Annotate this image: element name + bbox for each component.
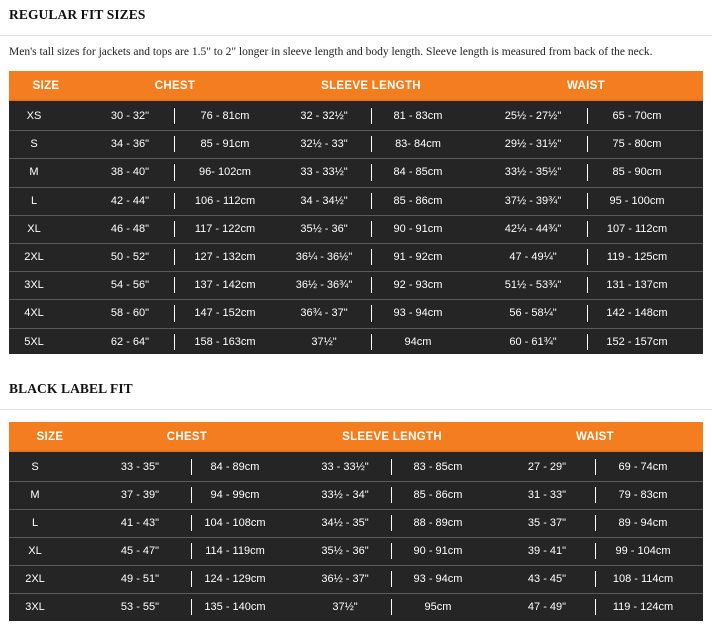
- table-cell: 85 - 86cm: [393, 194, 443, 207]
- table-row: [9, 593, 703, 621]
- table-cell: 42 - 44": [110, 194, 150, 207]
- unit-divider: [595, 599, 596, 615]
- table-cell: 39 - 41": [527, 545, 567, 557]
- table-cell: 127 - 132cm: [194, 251, 256, 263]
- table-cell: 137 - 142cm: [194, 279, 256, 292]
- unit-divider: [174, 221, 175, 237]
- table-cell: 89 - 94cm: [618, 517, 668, 529]
- table-cell: 47 - 49": [527, 601, 567, 613]
- table-row: [9, 130, 703, 158]
- table-cell: 35½ - 36": [321, 545, 369, 557]
- unit-divider: [391, 459, 392, 475]
- table-row: [9, 215, 703, 243]
- regular-note: Men's tall sizes for jackets and tops are 1.5" to 2" longer in sleeve length and body length. Sleeve length is measured from back of the neck.: [9, 46, 653, 58]
- regular-divider: [0, 35, 712, 36]
- table-cell: 91 - 92cm: [393, 251, 443, 263]
- table-cell: 81 - 83cm: [393, 110, 443, 122]
- table-cell: 41 - 43": [120, 517, 160, 529]
- table-cell: 51½ - 53¾": [504, 279, 562, 292]
- size-cell: 5XL: [24, 335, 44, 348]
- table-cell: 65 - 70cm: [612, 110, 662, 122]
- table-row: [9, 453, 703, 481]
- table-cell: 95cm: [424, 601, 452, 613]
- table-header: [9, 71, 703, 101]
- unit-divider: [174, 305, 175, 321]
- unit-divider: [595, 459, 596, 475]
- table-cell: 92 - 93cm: [393, 279, 443, 292]
- table-cell: 108 - 114cm: [612, 573, 674, 585]
- table-row: [9, 299, 703, 327]
- table-row: [9, 537, 703, 565]
- table-row: [9, 187, 703, 215]
- table-cell: 85 - 86cm: [413, 489, 463, 501]
- table-cell: 46 - 48": [110, 222, 150, 235]
- table-cell: 33 - 35": [120, 461, 160, 473]
- table-row: [9, 328, 703, 356]
- table-cell: 36¼ - 36½": [295, 251, 353, 263]
- column-header: WAIST: [576, 431, 614, 443]
- black-label-size-table: [9, 422, 703, 621]
- unit-divider: [174, 108, 175, 124]
- unit-divider: [191, 571, 192, 587]
- black-label-title: BLACK LABEL FIT: [9, 381, 133, 396]
- table-cell: 33½ - 34": [321, 489, 369, 501]
- black-label-divider: [0, 409, 712, 410]
- table-cell: 34 - 34½": [300, 194, 348, 207]
- unit-divider: [587, 221, 588, 237]
- size-cell: M: [29, 166, 39, 179]
- table-cell: 83- 84cm: [395, 138, 441, 151]
- table-cell: 34 - 36": [110, 138, 150, 151]
- unit-divider: [391, 571, 392, 587]
- size-cell: S: [31, 461, 39, 473]
- table-cell: 36¾ - 37": [300, 307, 348, 320]
- table-cell: 60 - 61¾": [509, 335, 557, 348]
- table-cell: 85 - 90cm: [612, 166, 662, 179]
- table-row: [9, 509, 703, 537]
- table-cell: 35½ - 36": [300, 222, 348, 235]
- unit-divider: [191, 599, 192, 615]
- unit-divider: [587, 108, 588, 124]
- size-cell: XL: [28, 545, 42, 557]
- table-cell: 142 - 148cm: [606, 307, 668, 320]
- unit-divider: [391, 515, 392, 531]
- unit-divider: [371, 249, 372, 265]
- table-cell: 83 - 85cm: [413, 461, 463, 473]
- table-cell: 85 - 91cm: [200, 138, 250, 151]
- table-cell: 95 - 100cm: [609, 194, 665, 207]
- table-cell: 32½ - 33": [300, 138, 348, 151]
- table-cell: 135 - 140cm: [204, 601, 266, 613]
- table-cell: 106 - 112cm: [194, 194, 256, 207]
- unit-divider: [371, 334, 372, 350]
- table-cell: 47 - 49¼": [509, 251, 557, 263]
- table-cell: 90 - 91cm: [393, 222, 443, 235]
- table-cell: 34½ - 35": [321, 517, 369, 529]
- regular-size-table: [9, 71, 703, 354]
- column-header: SIZE: [32, 80, 60, 92]
- table-cell: 119 - 124cm: [612, 601, 674, 613]
- table-cell: 131 - 137cm: [606, 279, 668, 292]
- unit-divider: [587, 277, 588, 293]
- table-cell: 33 - 33½": [300, 166, 348, 179]
- table-cell: 124 - 129cm: [204, 573, 266, 585]
- unit-divider: [174, 136, 175, 152]
- table-cell: 33 - 33½": [321, 461, 369, 473]
- table-cell: 93 - 94cm: [393, 307, 443, 320]
- table-cell: 42¼ - 44¾": [504, 222, 562, 235]
- unit-divider: [174, 164, 175, 180]
- table-cell: 114 - 119cm: [205, 545, 265, 557]
- unit-divider: [595, 571, 596, 587]
- table-cell: 35 - 37": [527, 517, 567, 529]
- unit-divider: [587, 136, 588, 152]
- table-cell: 50 - 52": [110, 251, 150, 263]
- table-cell: 49 - 51": [120, 573, 160, 585]
- size-cell: 2XL: [25, 573, 45, 585]
- column-header: SLEEVE LENGTH: [321, 80, 421, 92]
- unit-divider: [587, 249, 588, 265]
- unit-divider: [174, 277, 175, 293]
- unit-divider: [174, 249, 175, 265]
- table-cell: 36½ - 36¾": [295, 279, 353, 292]
- unit-divider: [371, 277, 372, 293]
- table-cell: 147 - 152cm: [194, 307, 256, 320]
- table-cell: 54 - 56": [110, 279, 150, 292]
- table-cell: 90 - 91cm: [413, 545, 463, 557]
- table-row: [9, 158, 703, 186]
- table-cell: 94 - 99cm: [210, 489, 260, 501]
- unit-divider: [595, 487, 596, 503]
- table-cell: 76 - 81cm: [200, 110, 250, 122]
- table-cell: 58 - 60": [110, 307, 150, 320]
- table-cell: 62 - 64": [110, 335, 150, 348]
- unit-divider: [371, 136, 372, 152]
- unit-divider: [587, 164, 588, 180]
- table-cell: 33½ - 35½": [504, 166, 562, 179]
- size-cell: 3XL: [24, 279, 44, 292]
- table-cell: 37½ - 39¾": [504, 194, 562, 207]
- table-cell: 56 - 58¼": [509, 307, 557, 320]
- column-header: WAIST: [567, 80, 605, 92]
- table-row: [9, 102, 703, 130]
- table-cell: 152 - 157cm: [606, 335, 668, 348]
- unit-divider: [587, 193, 588, 209]
- table-cell: 30 - 32": [110, 110, 150, 122]
- table-cell: 31 - 33": [527, 489, 567, 501]
- table-cell: 37½": [311, 335, 337, 348]
- table-cell: 79 - 83cm: [618, 489, 668, 501]
- regular-fit-title: REGULAR FIT SIZES: [9, 7, 146, 22]
- table-cell: 36½ - 37": [321, 573, 369, 585]
- unit-divider: [371, 305, 372, 321]
- table-cell: 43 - 45": [527, 573, 567, 585]
- unit-divider: [371, 221, 372, 237]
- size-cell: 3XL: [25, 601, 45, 613]
- table-cell: 84 - 85cm: [393, 166, 443, 179]
- table-cell: 84 - 89cm: [210, 461, 260, 473]
- unit-divider: [371, 108, 372, 124]
- table-cell: 119 - 125cm: [606, 251, 668, 263]
- unit-divider: [174, 193, 175, 209]
- unit-divider: [174, 334, 175, 350]
- size-cell: XS: [26, 110, 42, 122]
- unit-divider: [587, 305, 588, 321]
- table-header: [9, 422, 703, 452]
- table-cell: 107 - 112cm: [606, 222, 668, 235]
- column-header: SIZE: [36, 431, 64, 443]
- size-cell: L: [30, 194, 38, 207]
- table-cell: 117 - 122cm: [194, 222, 256, 235]
- column-header: SLEEVE LENGTH: [342, 431, 442, 443]
- table-cell: 37½": [332, 601, 358, 613]
- size-cell: M: [30, 489, 40, 501]
- table-cell: 27 - 29": [527, 461, 567, 473]
- size-cell: XL: [27, 222, 41, 235]
- unit-divider: [371, 164, 372, 180]
- size-cell: S: [30, 138, 38, 151]
- table-cell: 69 - 74cm: [618, 461, 668, 473]
- unit-divider: [191, 543, 192, 559]
- table-row: [9, 481, 703, 509]
- table-cell: 53 - 55": [120, 601, 160, 613]
- unit-divider: [595, 543, 596, 559]
- unit-divider: [391, 487, 392, 503]
- table-cell: 25½ - 27½": [504, 110, 562, 122]
- table-cell: 32 - 32½": [300, 110, 348, 122]
- column-header: CHEST: [154, 80, 196, 92]
- table-cell: 38 - 40": [110, 166, 150, 179]
- column-header: CHEST: [166, 431, 208, 443]
- unit-divider: [595, 515, 596, 531]
- table-row: [9, 243, 703, 271]
- unit-divider: [191, 515, 192, 531]
- table-cell: 96- 102cm: [199, 166, 251, 179]
- size-cell: 2XL: [24, 251, 44, 263]
- unit-divider: [371, 193, 372, 209]
- table-row: [9, 271, 703, 299]
- table-cell: 88 - 89cm: [413, 517, 463, 529]
- table-cell: 29½ - 31½": [504, 138, 562, 151]
- table-cell: 93 - 94cm: [413, 573, 463, 585]
- unit-divider: [191, 459, 192, 475]
- unit-divider: [391, 543, 392, 559]
- size-cell: 4XL: [24, 307, 44, 320]
- table-cell: 99 - 104cm: [615, 545, 671, 557]
- unit-divider: [191, 487, 192, 503]
- unit-divider: [587, 334, 588, 350]
- table-row: [9, 565, 703, 593]
- table-cell: 75 - 80cm: [612, 138, 662, 151]
- table-cell: 104 - 108cm: [204, 517, 266, 529]
- table-cell: 37 - 39": [120, 489, 160, 501]
- table-cell: 158 - 163cm: [194, 335, 256, 348]
- table-cell: 94cm: [404, 335, 432, 348]
- table-cell: 45 - 47": [120, 545, 160, 557]
- size-cell: L: [31, 517, 39, 529]
- unit-divider: [391, 599, 392, 615]
